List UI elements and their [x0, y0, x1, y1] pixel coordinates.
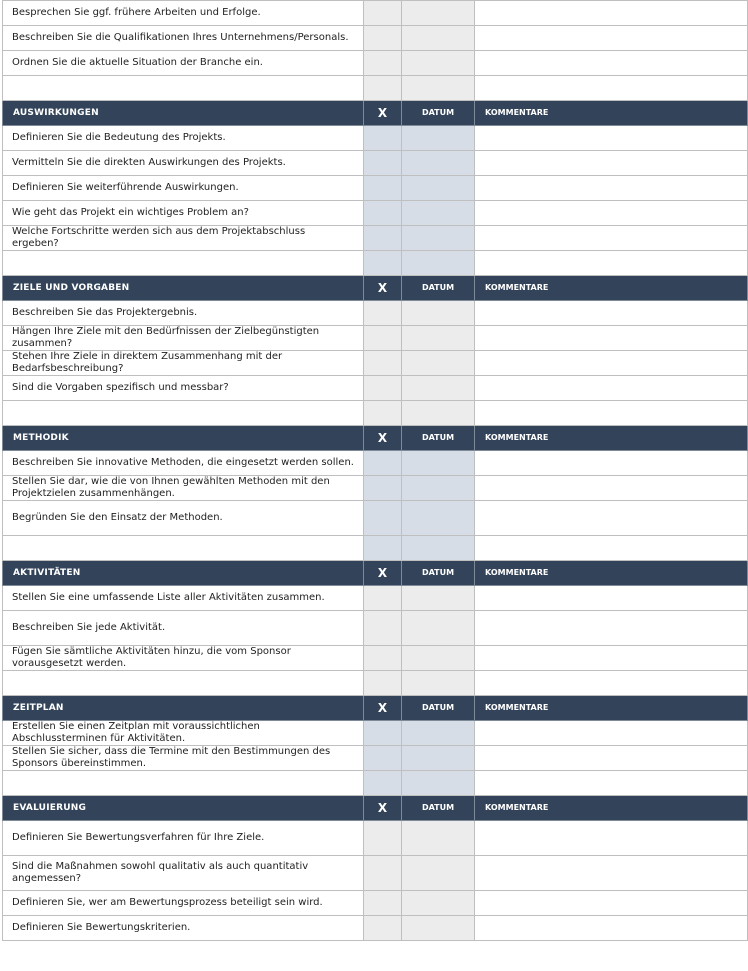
comment-cell[interactable]: [475, 126, 748, 151]
comment-cell[interactable]: [475, 326, 748, 351]
task-text: Beschreiben Sie jede Aktivität.: [3, 611, 364, 646]
section-header: [3, 561, 748, 586]
date-cell[interactable]: [402, 916, 475, 941]
comment-cell[interactable]: [475, 646, 748, 671]
check-cell[interactable]: [364, 536, 402, 561]
task-text: Beschreiben Sie das Projektergebnis.: [3, 301, 364, 326]
task-text: Stellen Sie dar, wie die von Ihnen gewählten Methoden mit den Projektzielen zusammenhängen.: [3, 476, 364, 501]
section-title: ZEITPLAN: [3, 696, 364, 721]
task-text: Besprechen Sie ggf. frühere Arbeiten und Erfolge.: [3, 1, 364, 26]
comment-cell[interactable]: [475, 201, 748, 226]
check-cell[interactable]: [364, 646, 402, 671]
section-title: METHODIK: [3, 426, 364, 451]
task-text: Welche Fortschritte werden sich aus dem Projektabschluss ergeben?: [3, 226, 364, 251]
date-cell[interactable]: [402, 586, 475, 611]
blank-row: [3, 76, 748, 101]
task-text: Stellen Sie sicher, dass die Termine mit den Bestimmungen des Sponsors übereinstimmen.: [3, 746, 364, 771]
check-cell[interactable]: [364, 451, 402, 476]
task-text[interactable]: [3, 401, 364, 426]
section-title: AKTIVITÄTEN: [3, 561, 364, 586]
column-header-x: X: [364, 561, 402, 586]
checklist-row: [3, 376, 748, 401]
column-header-kommentare: KOMMENTARE: [475, 101, 748, 126]
column-header-kommentare: KOMMENTARE: [475, 561, 748, 586]
column-header-datum: DATUM: [402, 426, 475, 451]
task-text: Beschreiben Sie innovative Methoden, die eingesetzt werden sollen.: [3, 451, 364, 476]
check-cell[interactable]: [364, 746, 402, 771]
date-cell[interactable]: [402, 646, 475, 671]
checklist-row: [3, 326, 748, 351]
task-text: Ordnen Sie die aktuelle Situation der Branche ein.: [3, 51, 364, 76]
comment-cell[interactable]: [475, 26, 748, 51]
column-header-datum: DATUM: [402, 796, 475, 821]
date-cell[interactable]: [402, 536, 475, 561]
checklist-row: [3, 821, 748, 856]
date-cell[interactable]: [402, 856, 475, 891]
check-cell[interactable]: [364, 771, 402, 796]
check-cell[interactable]: [364, 1, 402, 26]
comment-cell[interactable]: [475, 176, 748, 201]
task-text: Definieren Sie Bewertungskriterien.: [3, 916, 364, 941]
blank-row: [3, 401, 748, 426]
comment-cell[interactable]: [475, 536, 748, 561]
check-cell[interactable]: [364, 721, 402, 746]
task-text: Stellen Sie eine umfassende Liste aller Aktivitäten zusammen.: [3, 586, 364, 611]
task-text: Sind die Maßnahmen sowohl qualitativ als auch quantitativ angemessen?: [3, 856, 364, 891]
date-cell[interactable]: [402, 611, 475, 646]
comment-cell[interactable]: [475, 746, 748, 771]
column-header-x: X: [364, 101, 402, 126]
checklist-row: [3, 1, 748, 26]
check-cell[interactable]: [364, 476, 402, 501]
check-cell[interactable]: [364, 26, 402, 51]
checklist-row: [3, 476, 748, 501]
checklist-row: [3, 351, 748, 376]
checklist-row: [3, 501, 748, 536]
blank-row: [3, 771, 748, 796]
date-cell[interactable]: [402, 126, 475, 151]
checklist-row: [3, 646, 748, 671]
check-cell[interactable]: [364, 301, 402, 326]
comment-cell[interactable]: [475, 226, 748, 251]
check-cell[interactable]: [364, 671, 402, 696]
check-cell[interactable]: [364, 821, 402, 856]
section-title: ZIELE UND VORGABEN: [3, 276, 364, 301]
checklist-row: [3, 176, 748, 201]
column-header-datum: DATUM: [402, 696, 475, 721]
section-header: [3, 696, 748, 721]
check-cell[interactable]: [364, 76, 402, 101]
date-cell[interactable]: [402, 671, 475, 696]
comment-cell[interactable]: [475, 251, 748, 276]
check-cell[interactable]: [364, 176, 402, 201]
comment-cell[interactable]: [475, 671, 748, 696]
column-header-kommentare: KOMMENTARE: [475, 796, 748, 821]
column-header-x: X: [364, 796, 402, 821]
date-cell[interactable]: [402, 771, 475, 796]
date-cell[interactable]: [402, 301, 475, 326]
checklist-row: [3, 51, 748, 76]
check-cell[interactable]: [364, 856, 402, 891]
task-text[interactable]: [3, 671, 364, 696]
comment-cell[interactable]: [475, 451, 748, 476]
comment-cell[interactable]: [475, 856, 748, 891]
task-text[interactable]: [3, 536, 364, 561]
comment-cell[interactable]: [475, 476, 748, 501]
comment-cell[interactable]: [475, 1, 748, 26]
section-header: [3, 426, 748, 451]
column-header-datum: DATUM: [402, 276, 475, 301]
task-text: Stehen Ihre Ziele in direktem Zusammenhang mit der Bedarfsbeschreibung?: [3, 351, 364, 376]
task-text: Beschreiben Sie die Qualifikationen Ihres Unternehmens/Personals.: [3, 26, 364, 51]
checklist-row: [3, 916, 748, 941]
check-cell[interactable]: [364, 251, 402, 276]
task-text: Erstellen Sie einen Zeitplan mit voraussichtlichen Abschlussterminen für Aktivitäten.: [3, 721, 364, 746]
column-header-kommentare: KOMMENTARE: [475, 696, 748, 721]
comment-cell[interactable]: [475, 821, 748, 856]
checklist-row: [3, 226, 748, 251]
column-header-x: X: [364, 426, 402, 451]
column-header-kommentare: KOMMENTARE: [475, 276, 748, 301]
check-cell[interactable]: [364, 916, 402, 941]
date-cell[interactable]: [402, 891, 475, 916]
comment-cell[interactable]: [475, 76, 748, 101]
comment-cell[interactable]: [475, 376, 748, 401]
task-text: Wie geht das Projekt ein wichtiges Problem an?: [3, 201, 364, 226]
column-header-x: X: [364, 276, 402, 301]
check-cell[interactable]: [364, 376, 402, 401]
checklist-row: [3, 586, 748, 611]
date-cell[interactable]: [402, 401, 475, 426]
section-header: [3, 276, 748, 301]
task-text: Sind die Vorgaben spezifisch und messbar?: [3, 376, 364, 401]
comment-cell[interactable]: [475, 401, 748, 426]
checklist-row: [3, 891, 748, 916]
task-text: Definieren Sie Bewertungsverfahren für Ihre Ziele.: [3, 821, 364, 856]
date-cell[interactable]: [402, 746, 475, 771]
section-title: AUSWIRKUNGEN: [3, 101, 364, 126]
date-cell[interactable]: [402, 721, 475, 746]
checklist-row: [3, 856, 748, 891]
check-cell[interactable]: [364, 326, 402, 351]
check-cell[interactable]: [364, 401, 402, 426]
check-cell[interactable]: [364, 891, 402, 916]
comment-cell[interactable]: [475, 611, 748, 646]
checklist-table: [2, 0, 748, 941]
date-cell[interactable]: [402, 476, 475, 501]
task-text: Begründen Sie den Einsatz der Methoden.: [3, 501, 364, 536]
checklist-row: [3, 151, 748, 176]
section-title: EVALUIERUNG: [3, 796, 364, 821]
check-cell[interactable]: [364, 611, 402, 646]
date-cell[interactable]: [402, 376, 475, 401]
comment-cell[interactable]: [475, 501, 748, 536]
checklist-row: [3, 26, 748, 51]
task-text: Vermitteln Sie die direkten Auswirkungen des Projekts.: [3, 151, 364, 176]
comment-cell[interactable]: [475, 916, 748, 941]
blank-row: [3, 671, 748, 696]
comment-cell[interactable]: [475, 351, 748, 376]
date-cell[interactable]: [402, 26, 475, 51]
date-cell[interactable]: [402, 76, 475, 101]
comment-cell[interactable]: [475, 301, 748, 326]
comment-cell[interactable]: [475, 721, 748, 746]
task-text: Definieren Sie weiterführende Auswirkungen.: [3, 176, 364, 201]
date-cell[interactable]: [402, 176, 475, 201]
column-header-datum: DATUM: [402, 101, 475, 126]
checklist-row: [3, 201, 748, 226]
date-cell[interactable]: [402, 51, 475, 76]
task-text[interactable]: [3, 76, 364, 101]
task-text: Fügen Sie sämtliche Aktivitäten hinzu, die vom Sponsor vorausgesetzt werden.: [3, 646, 364, 671]
section-header: [3, 101, 748, 126]
date-cell[interactable]: [402, 326, 475, 351]
comment-cell[interactable]: [475, 151, 748, 176]
task-text: Definieren Sie, wer am Bewertungsprozess beteiligt sein wird.: [3, 891, 364, 916]
task-text: Hängen Ihre Ziele mit den Bedürfnissen der Zielbegünstigten zusammen?: [3, 326, 364, 351]
column-header-x: X: [364, 696, 402, 721]
date-cell[interactable]: [402, 201, 475, 226]
section-header: [3, 796, 748, 821]
checklist-row: [3, 301, 748, 326]
column-header-kommentare: KOMMENTARE: [475, 426, 748, 451]
check-cell[interactable]: [364, 151, 402, 176]
comment-cell[interactable]: [475, 771, 748, 796]
date-cell[interactable]: [402, 1, 475, 26]
date-cell[interactable]: [402, 351, 475, 376]
check-cell[interactable]: [364, 226, 402, 251]
blank-row: [3, 536, 748, 561]
check-cell[interactable]: [364, 201, 402, 226]
checklist-row: [3, 126, 748, 151]
check-cell[interactable]: [364, 501, 402, 536]
checklist-body: [3, 1, 748, 941]
task-text[interactable]: [3, 251, 364, 276]
column-header-datum: DATUM: [402, 561, 475, 586]
comment-cell[interactable]: [475, 891, 748, 916]
date-cell[interactable]: [402, 451, 475, 476]
check-cell[interactable]: [364, 586, 402, 611]
task-text[interactable]: [3, 771, 364, 796]
comment-cell[interactable]: [475, 586, 748, 611]
check-cell[interactable]: [364, 51, 402, 76]
checklist-row: [3, 746, 748, 771]
date-cell[interactable]: [402, 501, 475, 536]
task-text: Definieren Sie die Bedeutung des Projekts.: [3, 126, 364, 151]
comment-cell[interactable]: [475, 51, 748, 76]
checklist-row: [3, 721, 748, 746]
checklist-row: [3, 451, 748, 476]
date-cell[interactable]: [402, 151, 475, 176]
blank-row: [3, 251, 748, 276]
date-cell[interactable]: [402, 821, 475, 856]
check-cell[interactable]: [364, 351, 402, 376]
checklist-row: [3, 611, 748, 646]
check-cell[interactable]: [364, 126, 402, 151]
date-cell[interactable]: [402, 226, 475, 251]
date-cell[interactable]: [402, 251, 475, 276]
